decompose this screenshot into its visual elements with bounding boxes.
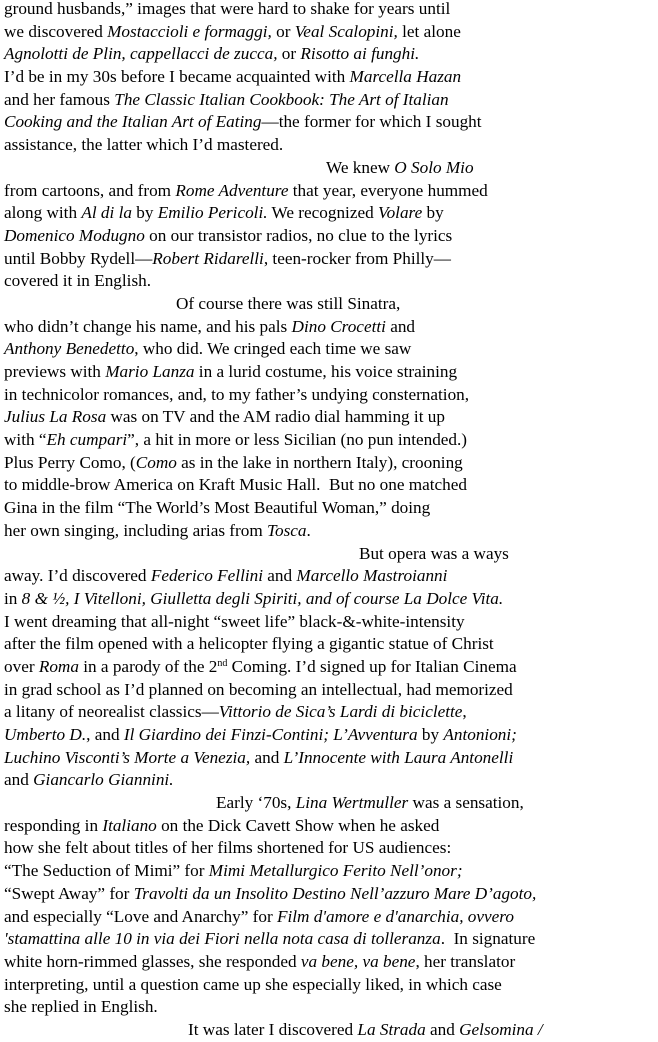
text-line <box>4 180 654 203</box>
italic-text: The Classic Italian Cookbook: The Art of Italian <box>114 89 449 109</box>
text-run: “Swept Away” for <box>4 883 134 903</box>
text-run: let alone <box>397 21 461 41</box>
document-body <box>4 0 654 1042</box>
text-run: was a sensation, <box>408 793 524 813</box>
text-run: with “ <box>4 430 47 450</box>
italic-text: Travolti da un Insolito Destino Nell’azzuro Mare D’agoto, <box>133 883 537 903</box>
text-line <box>4 157 654 180</box>
italic-text: Julius La Rosa <box>4 407 107 427</box>
italic-text: Lina Wertmuller <box>295 793 409 813</box>
text-line <box>4 225 654 248</box>
italic-text: Marcella Hazan <box>349 67 462 87</box>
text-run: how she felt about titles of her films shortened for US audiences: <box>4 838 452 858</box>
text-line <box>4 974 654 997</box>
italic-text: 'stamattina alle 10 in via dei Fiori nella nota casa di tolleranza <box>4 929 441 949</box>
text-run: and <box>4 770 34 790</box>
text-run: But opera was a ways <box>359 543 509 563</box>
text-run: a litany of neorealist classics— <box>4 702 219 722</box>
text-line <box>4 474 654 497</box>
italic-text: Marcello Mastroianni <box>296 566 448 586</box>
italic-text: Luchino Visconti’s Morte a Venezia, <box>4 747 251 767</box>
text-run: covered it in English. <box>4 271 152 291</box>
text-run: and <box>425 1019 460 1039</box>
text-line <box>4 724 654 747</box>
text-run: I’d be in my 30s before I became acquainted with <box>4 67 350 87</box>
text-run: interpreting, until a question came up she especially liked, in which case <box>4 974 502 994</box>
text-run: Of course there was still Sinatra, <box>176 293 401 313</box>
italic-text: Robert Ridarelli <box>152 248 264 268</box>
text-line <box>4 883 654 906</box>
text-run: by <box>422 203 444 223</box>
text-run: and especially “Love and Anarchy” for <box>4 906 277 926</box>
italic-text: Rome Adventure <box>175 180 289 200</box>
text-run: , <box>462 702 467 722</box>
text-line <box>4 452 654 475</box>
italic-text: Mimi Metallurgico Ferito Nell’onor; <box>208 861 463 881</box>
text-line <box>4 21 654 44</box>
text-run: away. I’d discovered <box>4 566 151 586</box>
text-run: to middle-brow America on Kraft Music Hall. But no one matched <box>4 475 467 495</box>
italic-text: Emilio Pericoli. <box>157 203 268 223</box>
text-line <box>4 837 654 860</box>
text-run: —the former for which I sought <box>261 112 482 132</box>
text-line <box>4 701 654 724</box>
text-run: ground husbands,” images that were hard to shake for years until <box>4 0 451 18</box>
text-line <box>4 928 654 951</box>
text-run: that year, everyone hummed <box>288 180 488 200</box>
text-run: Plus Perry Como, ( <box>4 452 136 472</box>
text-run: or <box>277 44 301 64</box>
italic-text: va bene, va bene <box>300 951 416 971</box>
text-line <box>4 769 654 792</box>
text-line <box>4 906 654 929</box>
italic-text: Gelsomina / <box>459 1019 543 1039</box>
text-run: previews with <box>4 362 106 381</box>
text-line <box>4 293 654 316</box>
text-line <box>4 520 654 543</box>
text-line <box>4 679 654 702</box>
italic-text: O Solo Mio <box>394 157 474 177</box>
italic-text: Dino Crocetti <box>291 316 386 336</box>
text-line <box>4 633 654 656</box>
text-run: we discovered <box>4 21 108 41</box>
text-line <box>4 1019 654 1042</box>
text-run: after the film opened with a helicopter flying a gigantic statue of Christ <box>4 634 494 654</box>
text-run: and <box>262 566 297 586</box>
text-run: assistance, the latter which I’d mastered. <box>4 135 284 155</box>
text-run: in a lurid costume, his voice straining <box>194 362 458 381</box>
text-run: in a parody of the 2 <box>78 656 218 676</box>
italic-text: 8 & ½, I Vitelloni, Giulletta degli Spiriti, and of course La Dolce Vita. <box>21 588 504 608</box>
text-line <box>4 89 654 112</box>
italic-text: Tosca <box>267 520 307 540</box>
italic-text: Domenico Modugno <box>4 225 145 245</box>
italic-text: Volare <box>377 203 423 223</box>
superscript: nd <box>217 657 228 669</box>
text-run: on the Dick Cavett Show when he asked <box>156 815 440 835</box>
text-run: as in the lake in northern Italy), crooning <box>176 452 463 472</box>
italic-text: Veal Scalopini, <box>294 21 398 41</box>
italic-text: L’Innocente with Laura Antonelli <box>283 747 514 767</box>
italic-text: Al di la <box>81 203 132 223</box>
italic-text: Roma <box>38 656 79 676</box>
text-line <box>4 406 654 429</box>
italic-text: Anthony Benedetto <box>4 339 135 359</box>
text-run: ”, a hit in more or less Sicilian (no pun intended.) <box>127 430 468 450</box>
text-line <box>4 611 654 634</box>
italic-text: Mostaccioli e formaggi, <box>107 21 272 41</box>
text-line <box>4 384 654 407</box>
italic-text: Cooking and the Italian Art of Eating <box>4 112 262 132</box>
text-run: Gina in the film “The World’s Most Beautiful Woman,” doing <box>4 498 431 518</box>
text-run: and <box>250 747 284 767</box>
text-run: . In signature <box>440 929 536 949</box>
italic-text: Agnolotti de Plin, cappellacci de zucca, <box>4 44 278 64</box>
text-run: or <box>271 21 295 41</box>
text-run: . <box>306 520 311 540</box>
italic-text: La Strada <box>357 1019 426 1039</box>
text-run: from cartoons, and from <box>4 180 176 200</box>
text-run: along with <box>4 203 82 223</box>
text-line <box>4 656 654 679</box>
text-run: who didn’t change his name, and his pals <box>4 316 292 336</box>
text-line <box>4 361 654 384</box>
text-run: , who did. We cringed each time we saw <box>134 339 412 359</box>
text-run: in grad school as I’d planned on becoming an intellectual, had memorized <box>4 679 513 699</box>
italic-text: Film d'amore e d'anarchia, ovvero <box>276 906 514 926</box>
text-run: was on TV and the AM radio dial hamming it up <box>106 407 445 427</box>
italic-text: Umberto D. <box>4 725 87 744</box>
text-run: and <box>385 316 416 336</box>
text-run: in technicolor romances, and, to my father’s undying consternation, <box>4 384 470 404</box>
text-run: responding in <box>4 815 103 835</box>
italic-text: Como <box>135 452 177 472</box>
text-run: by <box>417 725 444 744</box>
text-line <box>4 815 654 838</box>
text-run: by <box>131 203 158 223</box>
text-line <box>4 316 654 339</box>
text-run: she replied in English. <box>4 997 158 1017</box>
italic-text: Il Giardino dei Finzi-Contini; L’Avventura <box>123 725 418 744</box>
text-line <box>4 248 654 271</box>
text-run: in <box>4 588 22 608</box>
text-run: , teen-rocker from Philly— <box>263 248 451 268</box>
text-line <box>4 66 654 89</box>
text-run: on our transistor radios, no clue to the lyrics <box>144 225 453 245</box>
text-line <box>4 270 654 293</box>
text-line <box>4 0 654 21</box>
text-line <box>4 792 654 815</box>
italic-text: Eh cumpari <box>46 430 128 450</box>
text-run: I went dreaming that all-night “sweet life” black-&-white-intensity <box>4 611 465 631</box>
text-run: It was later I discovered <box>188 1019 358 1039</box>
text-line <box>4 43 654 66</box>
text-line <box>4 497 654 520</box>
text-run: , her translator <box>415 951 516 971</box>
text-line <box>4 996 654 1019</box>
text-line <box>4 747 654 770</box>
text-line <box>4 543 654 566</box>
italic-text: Federico Fellini <box>150 566 263 586</box>
text-run: , and <box>86 725 124 744</box>
italic-text: Vittorio de Sica’s Lardi di biciclette <box>218 702 463 722</box>
text-run: We recognized <box>267 203 378 223</box>
text-run: and her famous <box>4 89 115 109</box>
text-line <box>4 860 654 883</box>
text-run: white horn-rimmed glasses, she responded <box>4 951 301 971</box>
text-run: Early ‘70s, <box>216 793 296 813</box>
text-line <box>4 202 654 225</box>
text-run: her own singing, including arias from <box>4 520 268 540</box>
italic-text: Italiano <box>102 815 157 835</box>
italic-text: Risotto ai funghi. <box>300 44 420 64</box>
italic-text: Giancarlo Giannini. <box>33 770 174 790</box>
text-run: Coming. I’d signed up for Italian Cinema <box>227 656 517 676</box>
italic-text: Antonioni; <box>443 725 517 744</box>
italic-text: Mario Lanza <box>105 362 195 381</box>
text-line <box>4 338 654 361</box>
text-run: We knew <box>326 157 395 177</box>
text-line <box>4 951 654 974</box>
text-line <box>4 134 654 157</box>
text-line <box>4 429 654 452</box>
text-line <box>4 111 654 134</box>
text-run: until Bobby Rydell— <box>4 248 153 268</box>
text-line <box>4 588 654 611</box>
text-run: “The Seduction of Mimi” for <box>4 861 209 881</box>
text-line <box>4 565 654 588</box>
text-run: over <box>4 656 39 676</box>
